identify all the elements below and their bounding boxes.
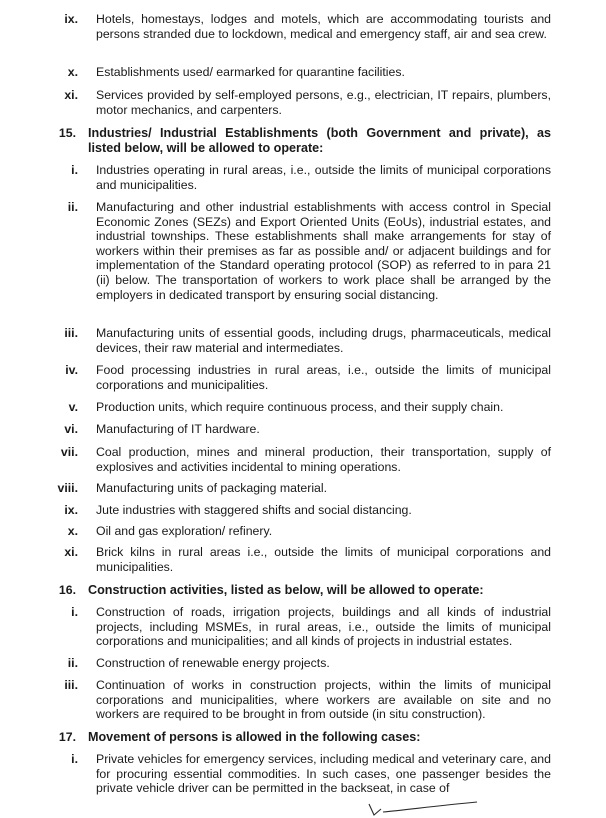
item-text: Manufacturing and other industrial establishments with access control in Special Economic Zones (SEZs) and Export Oriented Units (EoUs), industrial estates, and industrial townships. These establishments shall make arrangements for stay of workers within their premises as far as possible and/ or adjacent buildings and for implementation of the Standard operating protocol (SOP) as referred to in para 21 (ii) below. The transportation of workers to work place shall be arranged by the employers in dedicated transport by ensuring social distancing. — [96, 200, 551, 302]
item-number: v. — [68, 400, 78, 414]
section-title: Construction activities, listed as below, will be allowed to operate: — [88, 583, 484, 597]
item-number: ii. — [67, 200, 78, 214]
section-title: Industries/ Industrial Establishments (both Government and private), as listed below, will be allowed to operate: — [88, 126, 551, 155]
section-number: 17. — [58, 730, 76, 744]
item-number: iii. — [64, 326, 78, 340]
item-number: ii. — [67, 656, 78, 670]
item-number: ix. — [64, 503, 78, 517]
signature-mark — [365, 800, 485, 818]
item-number: iii. — [64, 678, 78, 692]
item-text: Private vehicles for emergency services, including medical and veterinary care, and for procuring essential commodities. In such cases, one passenger besides the private vehicle driver can be permitted in the backseat, in case of — [96, 752, 551, 796]
item-text: Jute industries with staggered shifts and social distancing. — [96, 503, 412, 517]
item-text: Establishments used/ earmarked for quarantine facilities. — [96, 65, 405, 79]
item-text: Manufacturing units of packaging material. — [96, 481, 328, 495]
item-number: iv. — [65, 363, 78, 377]
item-number: vi. — [64, 422, 78, 436]
item-text: Construction of renewable energy projects. — [96, 656, 330, 670]
item-number: x. — [67, 524, 78, 538]
section-title: Movement of persons is allowed in the following cases: — [88, 730, 421, 744]
item-text: Production units, which require continuous process, and their supply chain. — [96, 400, 504, 414]
item-text: Manufacturing of IT hardware. — [96, 422, 260, 436]
item-number: ix. — [64, 12, 78, 26]
item-text: Coal production, mines and mineral production, their transportation, supply of explosives and activities incidental to mining operations. — [96, 445, 551, 474]
item-number: i. — [71, 605, 78, 619]
item-number: viii. — [57, 481, 78, 495]
item-text: Manufacturing units of essential goods, including drugs, pharmaceuticals, medical devices, their raw material and intermediates. — [96, 326, 551, 355]
item-number: xi. — [64, 88, 78, 102]
section-number: 15. — [58, 126, 76, 140]
item-text: Construction of roads, irrigation projects, buildings and all kinds of industrial projects, including MSMEs, in rural areas, i.e., outside the limits of municipal corporations and municipalities; and all kinds of projects in industrial estates. — [96, 605, 551, 649]
item-number: x. — [67, 65, 78, 79]
item-text: Food processing industries in rural areas, i.e., outside the limits of municipal corporations and municipalities. — [96, 363, 551, 392]
item-text: Brick kilns in rural areas i.e., outside the limits of municipal corporations and municipalities. — [96, 545, 551, 574]
item-text: Continuation of works in construction projects, within the limits of municipal corporations and municipalities, where workers are available on site and no workers are required to be brought in from outside (in situ construction). — [96, 678, 551, 722]
item-text: Oil and gas exploration/ refinery. — [96, 524, 273, 538]
item-text: Hotels, homestays, lodges and motels, which are accommodating tourists and persons stranded due to lockdown, medical and emergency staff, air and sea crew. — [96, 12, 551, 41]
section-number: 16. — [58, 583, 76, 597]
item-number: xi. — [64, 545, 78, 559]
item-number: vii. — [60, 445, 78, 459]
item-text: Services provided by self-employed persons, e.g., electrician, IT repairs, plumbers, motor mechanics, and carpenters. — [96, 88, 551, 117]
item-number: i. — [71, 752, 78, 766]
item-text: Industries operating in rural areas, i.e., outside the limits of municipal corporations and municipalities. — [96, 163, 551, 192]
item-number: i. — [71, 163, 78, 177]
